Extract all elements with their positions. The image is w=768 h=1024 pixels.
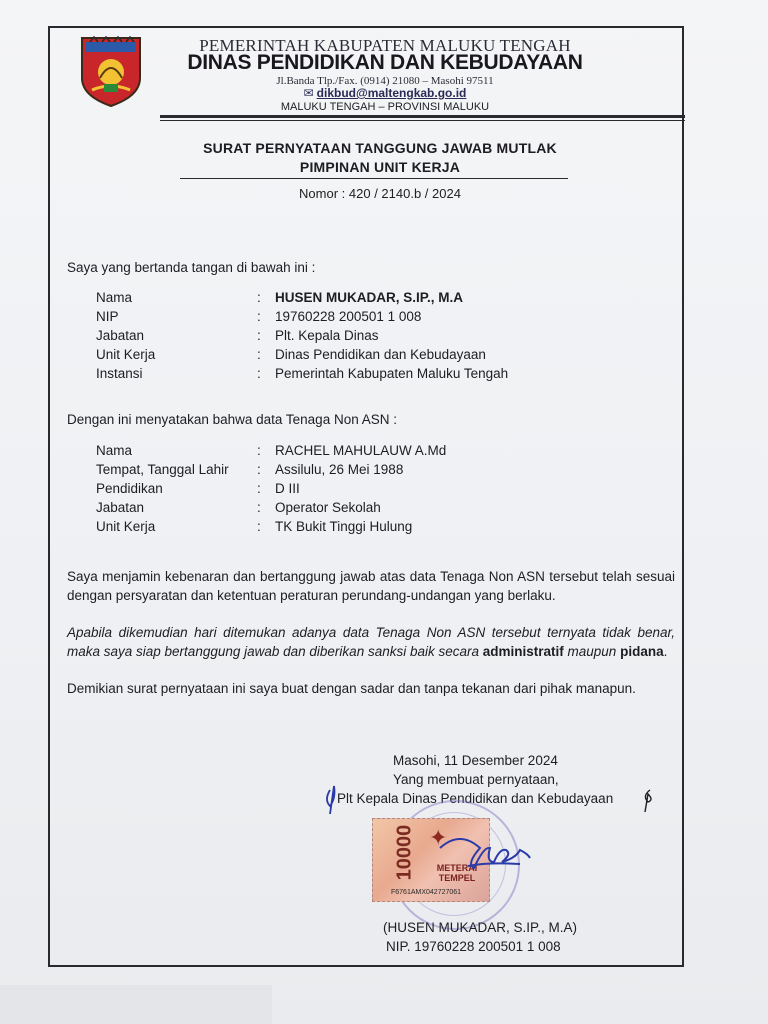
province-line: MALUKU TENGAH – PROVINSI MALUKU	[280, 101, 490, 113]
closing-paragraph: Demikian surat pernyataan ini saya buat dengan sadar dan tanpa tekanan dari pihak manapun.	[67, 681, 636, 696]
colon: :	[257, 309, 261, 324]
signer-position-value: Plt. Kepala Dinas	[275, 328, 379, 343]
employee-name-value: RACHEL MAHULAUW A.Md	[275, 443, 447, 458]
signer-name-value: HUSEN MUKADAR, S.IP., M.A	[275, 290, 464, 305]
email-line	[160, 86, 610, 100]
liability-admin: administratif	[482, 643, 564, 659]
document-title-line2: PIMPINAN UNIT KERJA	[299, 159, 461, 175]
signer-agency-label: Instansi	[96, 366, 143, 381]
statement-maker: Yang membuat pernyataan,	[393, 772, 559, 787]
employee-position-value: Operator Sekolah	[275, 500, 381, 515]
meterai-amount: 10000	[393, 824, 416, 881]
signer-nip-label: NIP	[96, 309, 119, 324]
signer-nip-value: 19760228 200501 1 008	[275, 309, 422, 324]
employee-birth-value: Assilulu, 26 Mei 1988	[275, 462, 404, 477]
colon: :	[257, 347, 261, 362]
place-date: Masohi, 11 Desember 2024	[393, 753, 558, 768]
liability-paragraph	[67, 624, 675, 661]
employee-birth-label: Tempat, Tanggal Lahir	[96, 462, 229, 477]
email-link[interactable]: dikbud@maltengkab.go.id	[316, 86, 467, 100]
employee-unit-value: TK Bukit Tinggi Hulung	[275, 519, 413, 534]
signer-printed-nip: NIP. 19760228 200501 1 008	[386, 939, 561, 954]
liability-end: .	[663, 643, 668, 659]
employee-education-value: D III	[275, 481, 300, 496]
meterai-code: F6761AMX042727061	[391, 889, 462, 896]
signer-position-label: Jabatan	[96, 328, 145, 343]
signer-unit-value: Dinas Pendidikan dan Kebudayaan	[275, 347, 486, 362]
signer-name-label: Nama	[96, 290, 133, 305]
colon: :	[257, 366, 261, 381]
document-number: Nomor : 420 / 2140.b / 2024	[299, 186, 461, 201]
colon: :	[257, 462, 261, 477]
mail-icon: ✉	[303, 86, 314, 100]
guarantee-paragraph: Saya menjamin kebenaran dan bertanggung jawab atas data Tenaga Non ASN tersebut telah sesuai dengan persyaratan dan ketentuan peraturan perundang-undangan yang berlaku.	[67, 569, 675, 603]
signer-printed-name: (HUSEN MUKADAR, S.IP., M.A)	[383, 920, 578, 935]
government-name: PEMERINTAH KABUPATEN MALUKU TENGAH	[199, 36, 571, 55]
garuda-emblem-icon: ✦	[429, 825, 448, 850]
department-name: DINAS PENDIDIKAN DAN KEBUDAYAAN	[187, 51, 583, 74]
letterhead-rule-thick	[160, 115, 685, 118]
revenue-stamp	[372, 818, 490, 902]
department-address: Jl.Banda Tlp./Fax. (0914) 21080 – Masohi 97511	[276, 75, 494, 87]
employee-name-label: Nama	[96, 443, 133, 458]
meterai-label: METERAI TEMPEL	[436, 863, 478, 883]
colon: :	[257, 519, 261, 534]
signer-agency-value: Pemerintah Kabupaten Maluku Tengah	[275, 366, 509, 381]
employee-education-label: Pendidikan	[96, 481, 163, 496]
colon: :	[257, 328, 261, 343]
employee-unit-label: Unit Kerja	[96, 519, 156, 534]
intro-text: Saya yang bertanda tangan di bawah ini :	[67, 260, 316, 275]
colon: :	[257, 481, 261, 496]
scan-shadow	[0, 985, 272, 1024]
document-title-line1: SURAT PERNYATAAN TANGGUNG JAWAB MUTLAK	[203, 140, 557, 156]
liability-criminal: pidana	[620, 643, 664, 659]
employee-position-label: Jabatan	[96, 500, 145, 515]
signer-unit-label: Unit Kerja	[96, 347, 156, 362]
title-underline	[180, 178, 568, 179]
colon: :	[257, 443, 261, 458]
regency-crest-logo	[78, 34, 144, 108]
signer-title: Plt Kepala Dinas Pendidikan dan Kebudayaan	[337, 791, 614, 806]
letterhead-rule-thin	[160, 120, 685, 121]
statement-intro: Dengan ini menyatakan bahwa data Tenaga Non ASN :	[67, 412, 397, 427]
colon: :	[257, 500, 261, 515]
liability-mid: maupun	[563, 643, 621, 659]
liability-text: Apabila dikemudian hari ditemukan adanya data Tenaga Non ASN tersebut ternyata tidak benar, maka saya siap bertanggung jawab dan diberikan sanksi baik secara	[67, 625, 675, 659]
colon: :	[257, 290, 261, 305]
